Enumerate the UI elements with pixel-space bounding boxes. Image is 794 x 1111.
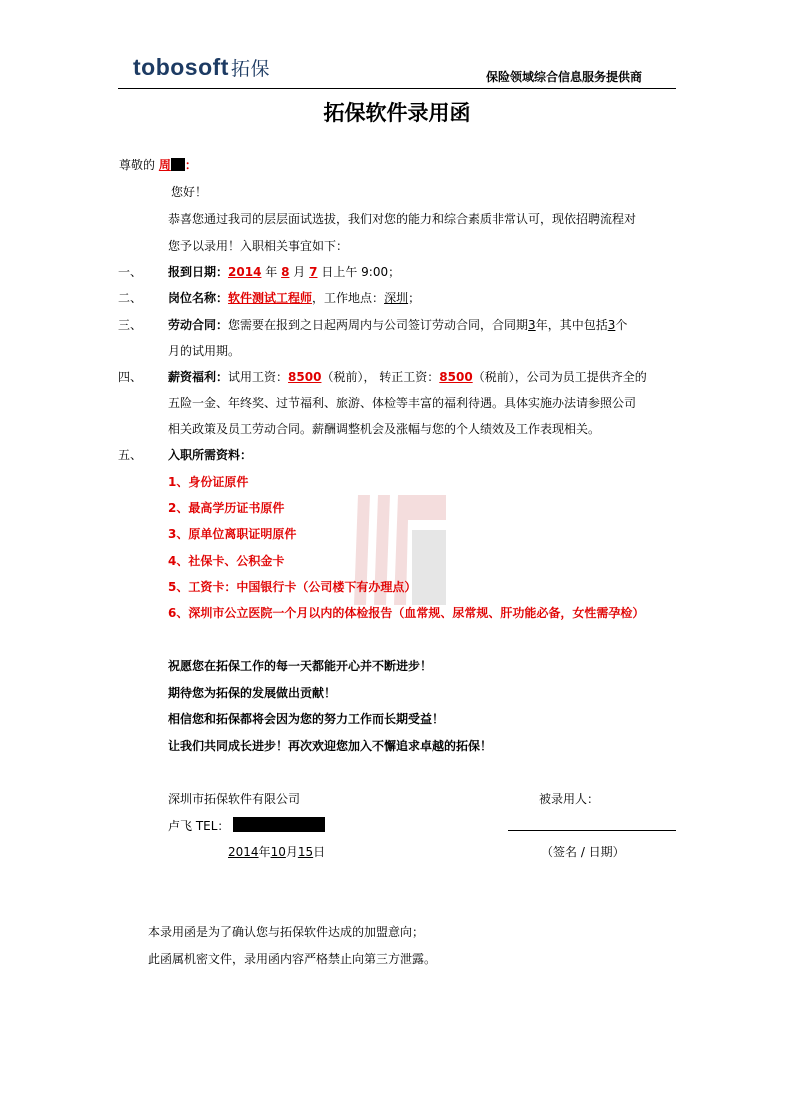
item-materials [168,446,252,463]
item-heading: 劳动合同 [168,318,217,332]
probation-months: 3 [607,318,616,332]
intro-line-2: 您予以录用！入职相关事宜如下： [168,239,349,253]
header-divider [118,88,676,89]
location-label: ，工作地点： [312,291,385,305]
contract-years: 3 [528,318,536,332]
item-contract [168,316,627,333]
salary-line-2: 五险一金、年终奖、过节福利、旅游、体检等丰富的福利待遇。具体实施办法请参照公司 [168,396,637,410]
company-logo [133,54,270,81]
issue-year: 2014 [228,845,259,859]
report-year: 2014 [228,265,262,279]
item-end: ； [408,291,421,305]
issue-day: 15 [297,845,314,859]
item-heading: 入职所需资料 [168,448,241,462]
footer-note: 本录用函是为了确认您与拓保软件达成的加盟意向； [148,925,425,939]
intro-line-1: 恭喜您通过我司的层层面试选拔，我们对您的能力和综合素质非常认可，现依招聘流程对 [168,212,637,226]
position-name: 软件测试工程师 [228,291,313,305]
wish-line: 相信您和拓保都将会因为您的努力工作而长期受益！ [168,712,445,726]
signature-line [508,830,676,831]
wish-line: 祝愿您在拓保工作的每一天都能开心并不断进步！ [168,659,433,673]
salary-text-a: 试用工资： [228,370,289,384]
item-sep: ： [216,370,229,384]
work-location: 深圳 [384,291,409,305]
salary-text-c: （税前），公司为员工提供齐全的 [472,370,647,384]
issue-year-unit: 年 [258,845,271,859]
material-item: 5、工资卡：中国银行卡（公司楼下有办理点） [168,580,417,594]
material-item: 2、最高学历证书原件 [168,501,285,515]
logo-cn-text: 拓保 [230,59,270,80]
item-heading: 薪资福利 [168,370,217,384]
material-item: 3、原单位离职证明原件 [168,527,297,541]
month-unit: 月 [293,265,306,279]
item-heading: 岗位名称 [168,291,217,305]
contract-text-b: 年，其中包括 [535,318,608,332]
year-unit: 年 [265,265,278,279]
material-item: 4、社保卡、公积金卡 [168,554,285,568]
contract-text-a: 您需要在报到之日起两周内与公司签订劳动合同，合同期 [228,318,529,332]
item-sep: ： [216,291,229,305]
header-tagline: 保险领域综合信息服务提供商 [486,70,643,84]
salary-text-b: （税前）， 转正工资： [321,370,440,384]
salary-line-3: 相关政策及员工劳动合同。薪酬调整机会及涨幅与您的个人绩效及工作表现相关。 [168,422,601,436]
greeting-suffix: ： [184,158,197,172]
item-sep: ： [240,448,253,462]
contact-person: 卢飞 TEL： [168,819,230,833]
issue-day-unit: 日 [313,845,326,859]
contract-line-2: 月的试用期。 [168,344,241,358]
item-number: 三、 [118,318,143,332]
item-number: 四、 [118,370,143,384]
item-position [168,289,420,306]
logo-text: tobosoft [133,54,229,80]
item-heading: 报到日期 [168,265,217,279]
item-number: 五、 [118,448,143,462]
item-sep: ： [216,265,229,279]
sign-date-hint: （签名 / 日期） [541,845,625,859]
greeting-prefix: 尊敬的 [119,158,156,172]
issue-date [228,843,325,860]
item-number: 二、 [118,291,143,305]
report-month: 8 [281,265,290,279]
candidate-name: 周 [158,158,171,172]
item-number: 一、 [118,265,143,279]
hello-text: 您好！ [171,185,208,199]
wish-line: 让我们共同成长进步！再次欢迎您加入不懈追求卓越的拓保！ [168,739,493,753]
item-salary [168,368,647,385]
redacted-phone [233,817,325,832]
item-sep: ： [216,318,229,332]
regular-salary: 8500 [439,370,473,384]
issue-month: 10 [270,845,286,859]
material-item: 1、身份证原件 [168,475,249,489]
item-report-date [168,263,400,280]
employee-label: 被录用人： [539,792,600,806]
redacted-name [171,158,185,171]
day-rest: 日上午 9:00； [321,265,401,279]
issue-month-unit: 月 [285,845,298,859]
wish-line: 期待您为拓保的发展做出贡献！ [168,686,337,700]
contract-text-c: 个 [615,318,628,332]
company-name: 深圳市拓保软件有限公司 [168,792,301,806]
greeting-line [119,156,197,173]
material-item: 6、深圳市公立医院一个月以内的体检报告（血常规、尿常规、肝功能必备，女性需孕检） [168,606,645,620]
footer-note: 此函属机密文件，录用函内容严格禁止向第三方泄露。 [148,952,437,966]
report-day: 7 [309,265,318,279]
document-title: 拓保软件录用函 [323,100,471,125]
probation-salary: 8500 [288,370,322,384]
